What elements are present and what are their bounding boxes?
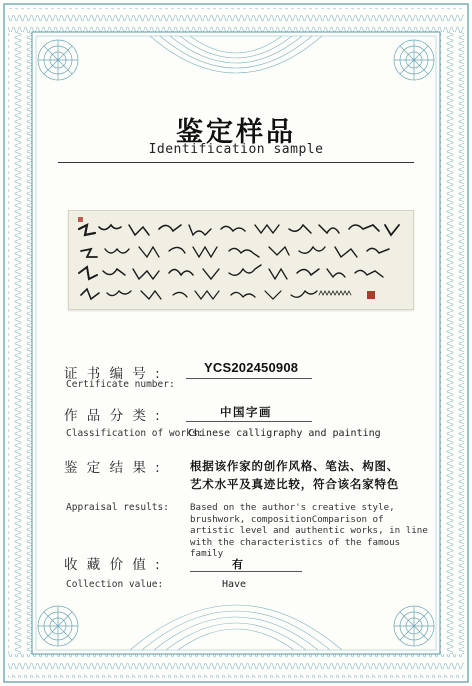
classification-label-en: Classification of works: bbox=[66, 428, 204, 439]
title-divider bbox=[58, 162, 414, 163]
appraisal-value-en: Based on the author's creative style, brushwork, compositionComparison of artistic level and authentic works, in line with the characteristics of the famous family bbox=[190, 502, 428, 559]
collection-value-en: Have bbox=[222, 579, 247, 590]
calligraphy-strokes bbox=[69, 211, 413, 309]
classification-underline bbox=[186, 421, 312, 422]
collection-value-cn: 有 bbox=[232, 558, 245, 571]
appraisal-value-cn-line1: 根据该作家的创作风格、笔法、构图、 bbox=[190, 459, 400, 473]
calligraphy-artwork-image bbox=[68, 210, 414, 310]
certificate-number-value: YCS202450908 bbox=[204, 360, 299, 375]
collection-value-label-cn: 收 藏 价 值 : bbox=[64, 557, 163, 573]
collection-value-label-en: Collection value: bbox=[66, 579, 164, 590]
classification-value-cn: 中国字画 bbox=[220, 405, 272, 419]
certificate-number-label-en: Certificate number: bbox=[66, 379, 175, 390]
certificate-number-label-cn: 证 书 编 号 : bbox=[64, 366, 163, 382]
certificate-title-cn: 鉴定样品 bbox=[176, 117, 296, 148]
certificate-title-en: Identification sample bbox=[148, 142, 324, 157]
appraisal-label-en: Appraisal results: bbox=[66, 502, 169, 513]
appraisal-label-cn: 鉴 定 结 果 : bbox=[64, 460, 163, 476]
collection-value-underline bbox=[190, 571, 302, 572]
classification-value-en: Chinese calligraphy and painting bbox=[188, 428, 381, 439]
appraisal-value-cn-line2: 艺术水平及真迹比较，符合该名家特色 bbox=[190, 477, 400, 491]
classification-label-cn: 作 品 分 类 : bbox=[64, 408, 163, 424]
certificate-number-underline bbox=[186, 378, 312, 379]
